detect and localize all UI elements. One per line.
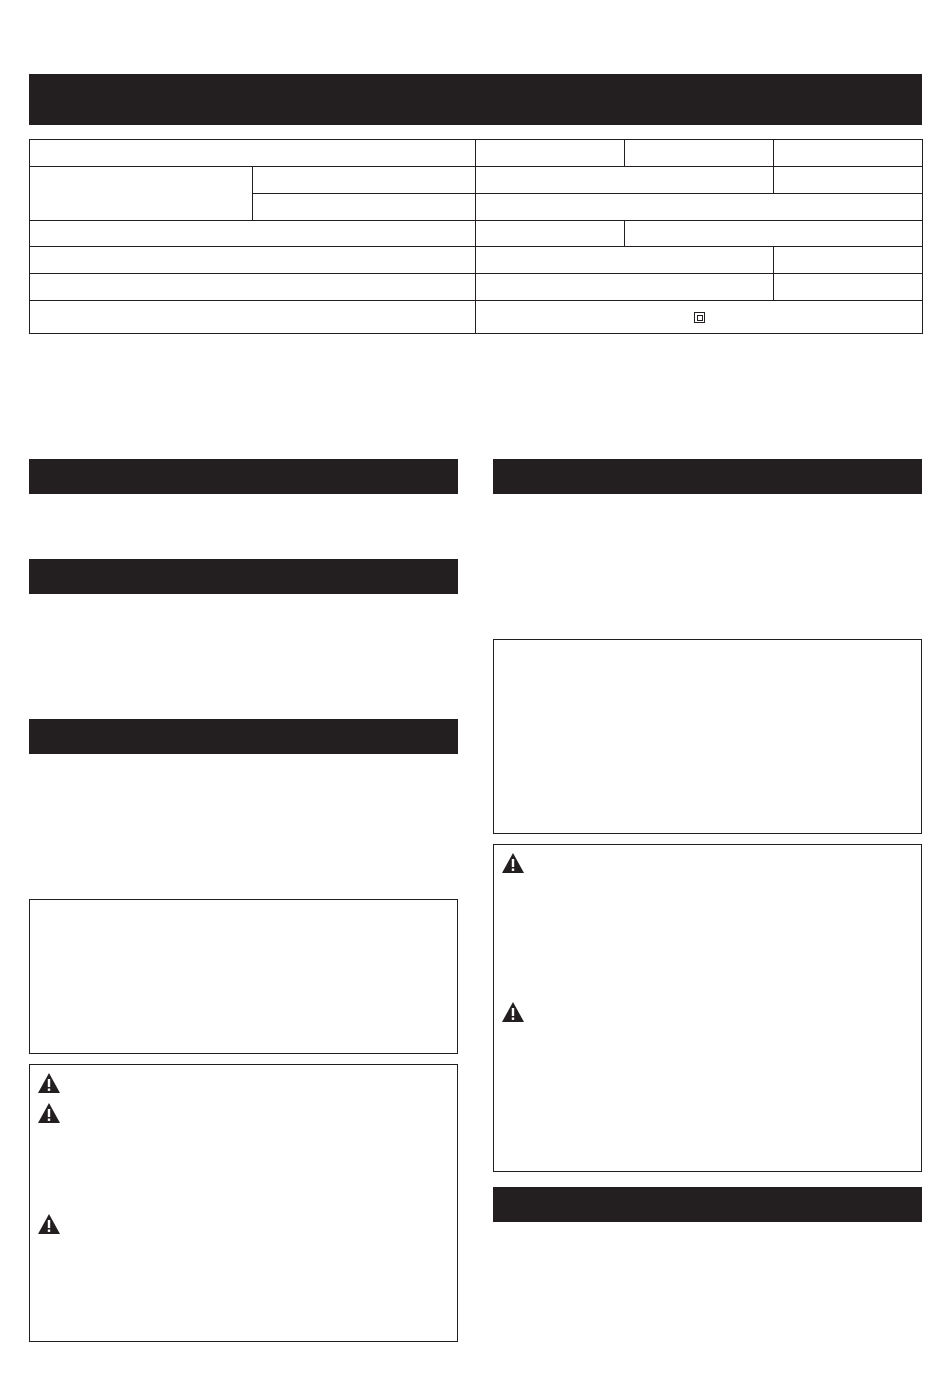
table-cell — [476, 247, 774, 274]
table-cell — [476, 167, 774, 194]
table-row — [30, 301, 923, 334]
table-row — [30, 140, 923, 167]
table-row — [30, 274, 923, 301]
right-note-box — [493, 639, 922, 834]
table-cell — [625, 140, 774, 167]
right-section-1-header — [493, 459, 922, 494]
left-section-2-header — [29, 559, 458, 594]
left-section-3-header — [29, 719, 458, 754]
table-cell — [774, 167, 923, 194]
table-cell — [30, 140, 476, 167]
left-note-box — [29, 899, 458, 1054]
table-row — [30, 167, 923, 194]
right-section-2-header — [493, 1187, 922, 1222]
warning-icon — [501, 852, 525, 874]
table-cell — [625, 221, 923, 247]
right-warning-box — [493, 844, 922, 1172]
warning-icon — [37, 1213, 61, 1235]
table-cell — [476, 301, 923, 334]
table-cell — [253, 167, 476, 194]
table-cell — [774, 140, 923, 167]
warning-icon — [37, 1102, 61, 1124]
table-cell — [30, 247, 476, 274]
table-cell — [253, 194, 476, 221]
specifications-table — [29, 139, 923, 334]
table-cell — [476, 221, 625, 247]
table-cell — [774, 247, 923, 274]
left-section-1-header — [29, 459, 458, 494]
warning-icon — [501, 1001, 525, 1023]
warning-icon — [37, 1072, 61, 1094]
table-cell — [30, 221, 476, 247]
table-cell — [30, 301, 476, 334]
table-cell — [30, 274, 476, 301]
table-cell — [476, 194, 923, 221]
header-bar — [29, 74, 922, 125]
table-cell — [774, 274, 923, 301]
table-row — [30, 247, 923, 274]
table-row — [30, 221, 923, 247]
left-warning-box — [29, 1064, 458, 1342]
table-cell — [476, 274, 774, 301]
table-cell — [476, 140, 625, 167]
table-cell — [30, 167, 253, 221]
double-insulation-icon — [694, 312, 705, 323]
